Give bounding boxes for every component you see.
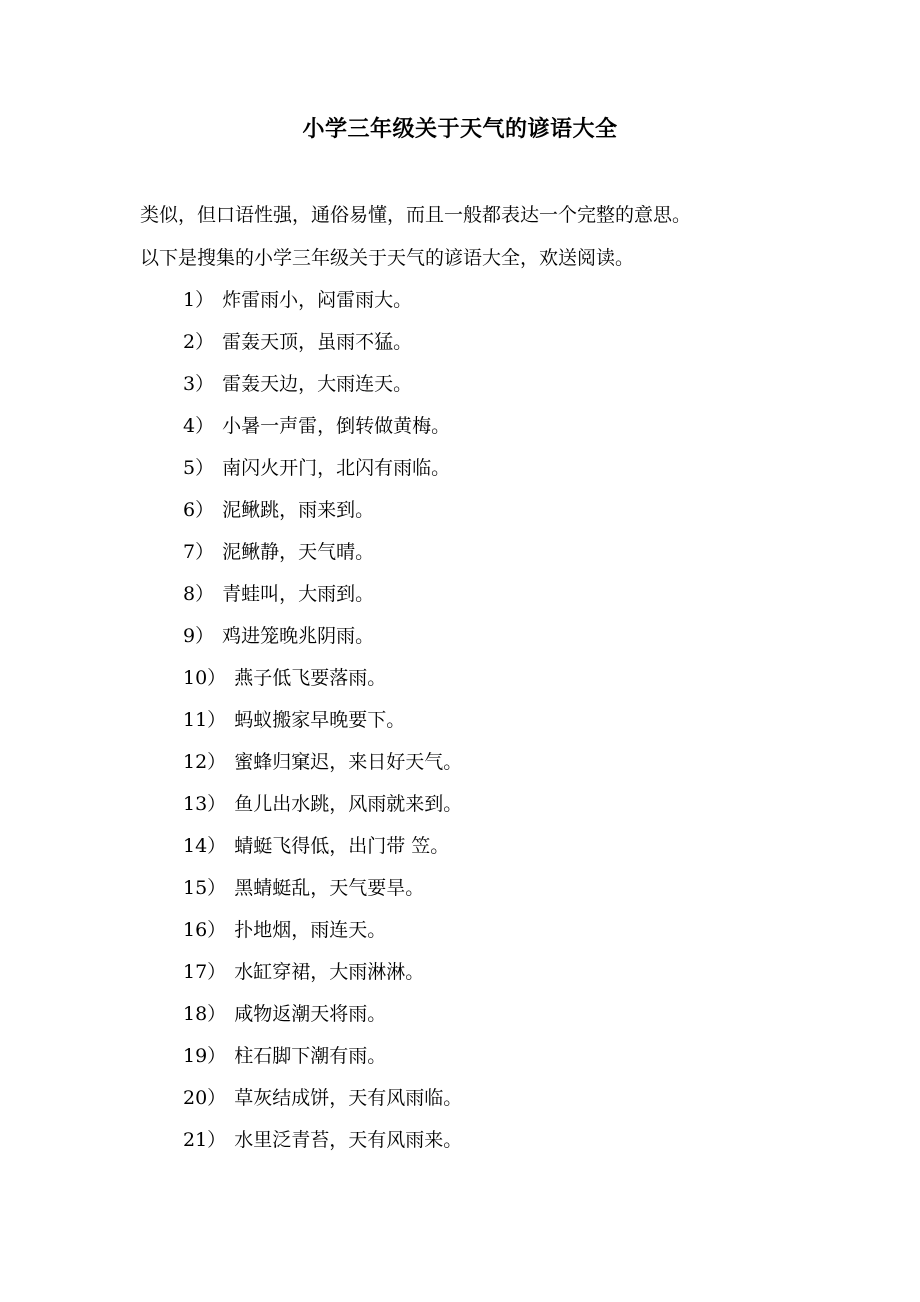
list-item	[183, 957, 462, 999]
list-item-number: 9）	[183, 625, 215, 647]
list-item-number: 18）	[183, 1003, 227, 1025]
list-item-text: 鸡进笼晚兆阴雨。	[222, 625, 375, 647]
list-item-number: 13）	[183, 793, 227, 815]
list-item-text: 雷轰天边，大雨连天。	[222, 373, 413, 395]
list-item-number: 4）	[183, 415, 215, 437]
list-item-number: 10）	[183, 667, 227, 689]
list-item	[183, 915, 462, 957]
list-item-text: 燕子低飞要落雨。	[234, 667, 387, 689]
list-item-number: 5）	[183, 457, 215, 479]
list-item-text: 蜻蜓飞得低，出门带 笠。	[234, 835, 450, 857]
list-item	[183, 537, 462, 579]
intro-paragraph-line: 以下是搜集的小学三年级关于天气的谚语大全，欢送阅读。	[140, 247, 635, 269]
list-item-text: 蚂蚁搬家早晚要下。	[234, 709, 406, 731]
proverb-list	[183, 285, 462, 1167]
list-item-number: 2）	[183, 331, 215, 353]
list-item	[183, 285, 462, 327]
list-item-number: 20）	[183, 1087, 227, 1109]
list-item-text: 青蛙叫，大雨到。	[222, 583, 375, 605]
list-item	[183, 705, 462, 747]
list-item-text: 泥鳅静，天气晴。	[222, 541, 375, 563]
list-item-text: 泥鳅跳，雨来到。	[222, 499, 375, 521]
list-item-text: 柱石脚下潮有雨。	[234, 1045, 387, 1067]
list-item-number: 11）	[183, 709, 227, 731]
list-item-text: 咸物返潮天将雨。	[234, 1003, 387, 1025]
list-item-number: 19）	[183, 1045, 227, 1067]
list-item	[183, 327, 462, 369]
list-item	[183, 999, 462, 1041]
list-item	[183, 621, 462, 663]
list-item-text: 炸雷雨小，闷雷雨大。	[222, 289, 413, 311]
list-item-text: 黑蜻蜓乱，天气要旱。	[234, 877, 425, 899]
list-item	[183, 453, 462, 495]
list-item-number: 1）	[183, 289, 215, 311]
list-item-text: 草灰结成饼，天有风雨临。	[234, 1087, 463, 1109]
list-item	[183, 369, 462, 411]
list-item	[183, 1125, 462, 1167]
list-item-number: 14）	[183, 835, 227, 857]
list-item-number: 8）	[183, 583, 215, 605]
list-item	[183, 495, 462, 537]
list-item	[183, 831, 462, 873]
list-item-text: 水里泛青苔，天有风雨来。	[234, 1129, 463, 1151]
list-item	[183, 411, 462, 453]
list-item-number: 7）	[183, 541, 215, 563]
document-title: 小学三年级关于天气的谚语大全	[302, 116, 618, 142]
list-item-text: 水缸穿裙，大雨淋淋。	[234, 961, 425, 983]
list-item	[183, 579, 462, 621]
list-item	[183, 663, 462, 705]
list-item-number: 6）	[183, 499, 215, 521]
list-item-number: 17）	[183, 961, 227, 983]
list-item	[183, 747, 462, 789]
list-item-text: 鱼儿出水跳，风雨就来到。	[234, 793, 463, 815]
list-item-number: 3）	[183, 373, 215, 395]
list-item	[183, 1083, 462, 1125]
list-item-text: 南闪火开门，北闪有雨临。	[222, 457, 451, 479]
intro-paragraph-line: 类似，但口语性强，通俗易懂，而且一般都表达一个完整的意思。	[140, 204, 692, 226]
list-item-text: 雷轰天顶，虽雨不猛。	[222, 331, 413, 353]
list-item	[183, 873, 462, 915]
list-item-text: 扑地烟，雨连天。	[234, 919, 387, 941]
list-item	[183, 1041, 462, 1083]
list-item-number: 21）	[183, 1129, 227, 1151]
list-item-text: 蜜蜂归窠迟，来日好天气。	[234, 751, 463, 773]
list-item-number: 12）	[183, 751, 227, 773]
list-item-number: 15）	[183, 877, 227, 899]
list-item-text: 小暑一声雷，倒转做黄梅。	[222, 415, 451, 437]
list-item-number: 16）	[183, 919, 227, 941]
list-item	[183, 789, 462, 831]
